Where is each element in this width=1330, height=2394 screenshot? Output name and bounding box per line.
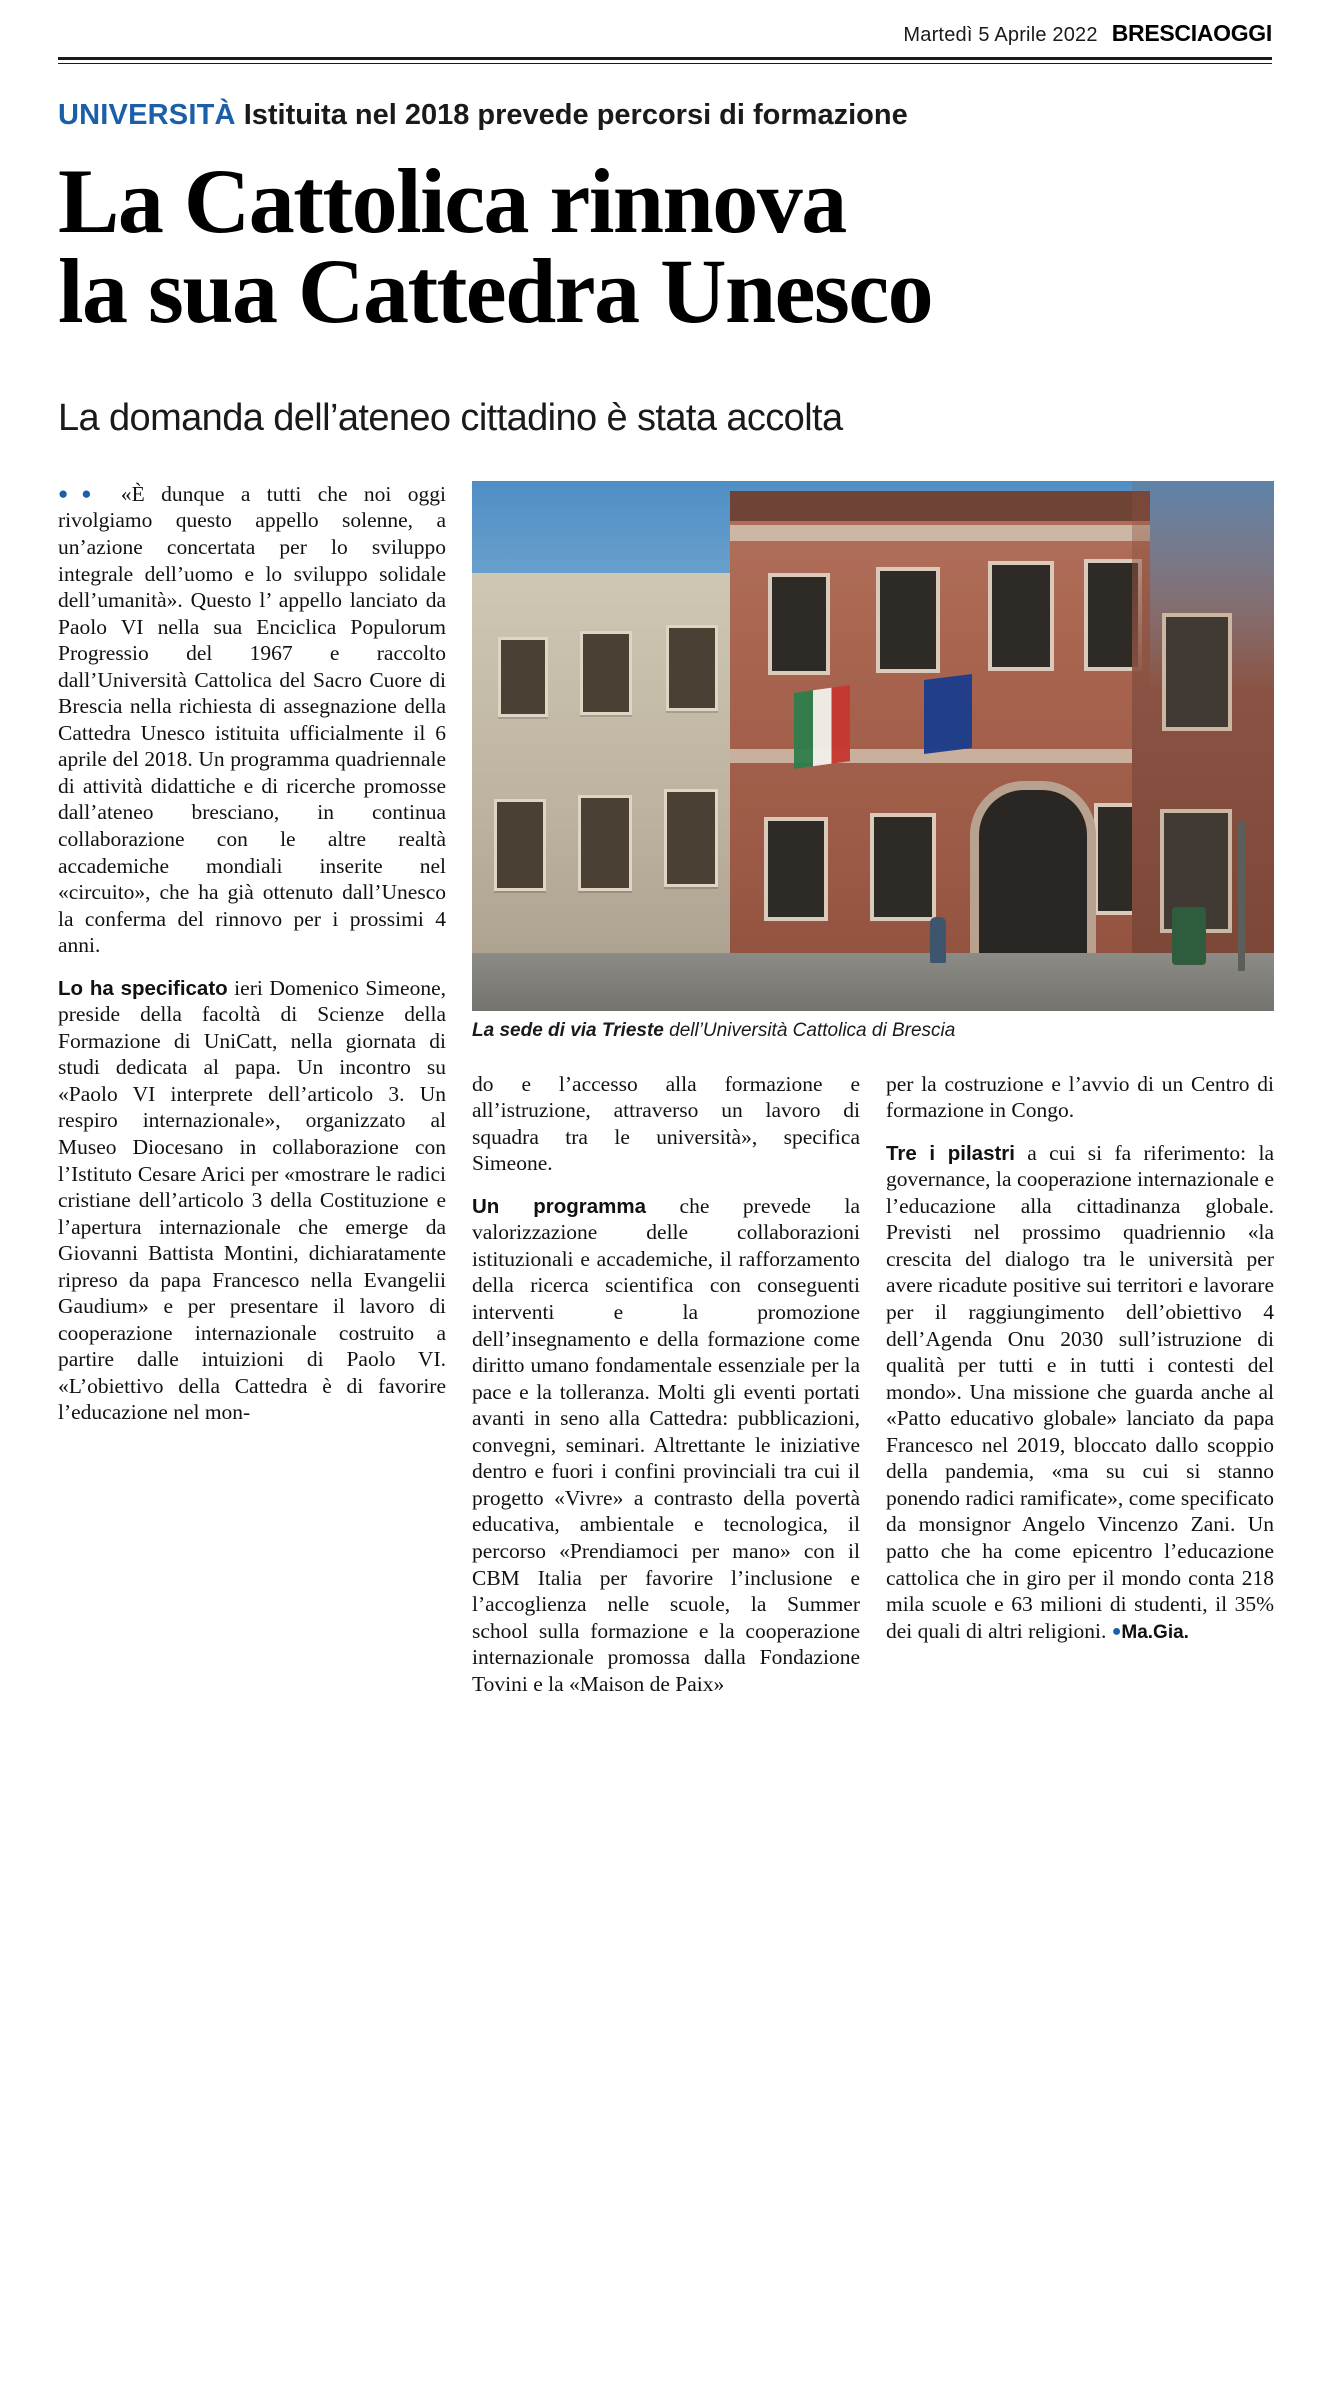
photo-waste-bin <box>1172 907 1206 965</box>
article-body <box>58 481 1272 1697</box>
caption-text: dell’Università Cattolica di Brescia <box>663 1019 956 1041</box>
paragraph: per la costruzione e l’avvio di un Centro di formazione in Congo. <box>886 1071 1274 1123</box>
lower-columns <box>472 1071 1274 1698</box>
byline: Ma.Gia. <box>1121 1621 1189 1643</box>
subhead: La domanda dell’ateneo cittadino è stata accolta <box>58 396 843 439</box>
paragraph <box>472 1193 860 1697</box>
kicker <box>58 100 1272 132</box>
divider-thin <box>58 63 1272 64</box>
photo-window <box>876 567 940 673</box>
headline-line-2: la sua Cattedra Unesco <box>58 240 933 343</box>
photo-facade-top <box>730 491 1150 521</box>
paragraph-lead: Tre i pilastri <box>886 1141 1015 1165</box>
kicker-text: Istituita nel 2018 prevede percorsi di formazione <box>243 99 908 131</box>
photo-italian-flag <box>794 685 850 769</box>
paragraph-text: che prevede la valorizzazione delle collaborazioni istituzionali e accademiche, il rafforzamento della ricerca scientifica con conseguenti interventi e la promozione dell’insegnamento e della formazione come diritto umano fondamentale essenziale per la pace e la tolleranza. Molti gli eventi portati avanti in seno alla Cattedra: pubblicazioni, convegni, seminari. Altrettante le iniziative dentro e fuori i confini provinciali tra cui il progetto «Vivre» a contrasto della povertà educativa, ambientale e tecnologica, il percorso «Prendiamoci per mano» con il CBM Italia per favorire l’inclusione e l’accoglienza nelle scuole, la Summer school sulla formazione e la cooperazione internazionale promossa dalla Fondazione Tovini e la «Maison de Paix» <box>472 1193 861 1696</box>
column-3 <box>886 1071 1274 1698</box>
photo-eu-flag <box>924 674 972 754</box>
photo-window <box>1162 613 1232 731</box>
column-1 <box>58 481 446 1426</box>
paragraph-text: ieri Domenico Simeone, preside della facoltà di Scienze della Formazione di UniCatt, nella giornata di studi dedicata al papa. Un incontro su «Paolo VI interprete dell’articolo 3. Un respiro internazionale», organizzato al Museo Diocesano in collaborazione con l’Istituto Cesare Arici per «mostrare le radici cristiane dell’articolo 3 della Costituzione e l’apertura internazionale che emerge da Giovanni Battista Montini, dichiaratamente ripreso da papa Francesco nella Evangelii Gaudium» e per presentare il lavoro di cooperazione internazionale costruito a partire dalle intuizioni di Paolo VI. «L’obiettivo della Cattedra è di favorire l’educazione nel mon- <box>58 975 446 1425</box>
article-photo <box>472 481 1274 1011</box>
lead-bullets-icon: ●● <box>58 483 105 503</box>
masthead-brand: BRESCIAOGGI <box>1111 20 1272 46</box>
masthead <box>58 0 1272 53</box>
caption-lead: La sede di via Trieste <box>472 1019 664 1041</box>
photo-caption <box>472 1020 1274 1043</box>
headline-line-1: La Cattolica rinnova <box>58 149 846 252</box>
column-2 <box>472 1071 860 1698</box>
paragraph-lead: Lo ha specificato <box>58 976 228 1000</box>
kicker-category: UNIVERSITÀ <box>58 99 236 131</box>
photo-window <box>764 817 828 921</box>
paragraph-text: «È dunque a tutti che noi oggi rivolgiamo questo appello solenne, a un’azione concertata per lo sviluppo integrale dell’uomo e lo sviluppo solidale dell’umanità». Questo l’ appello lanciato da Paolo VI nella sua Enciclica Populorum Progressio del 1967 e raccolto dall’Università Cattolica del Sacro Cuore di Brescia nella richiesta di assegnazione della Cattedra Unesco istituita ufficialmente il 6 aprile del 2018. Un programma quadriennale di attività didattiche e di ricerche promosse dall’ateneo bresciano, in continua collaborazione con le altre realtà accademiche mondiali inserite nel «circuito», che ha già ottenuto dall’Unesco la conferma del rinnovo per i prossimi 4 anni. <box>58 481 446 958</box>
headline <box>58 149 1272 343</box>
photo-window <box>768 573 830 675</box>
paragraph <box>886 1140 1274 1644</box>
photo-left-building <box>472 573 772 1011</box>
paragraph-text: a cui si fa riferimento: la governance, la cooperazione internazionale e l’educazione alla cittadinanza globale. Previsti nel prossimo quadriennio «la crescita del dialogo tra le università per avere ricadute positive sui territori e lavorare per il raggiungimento dell’obiettivo 4 dell’Agenda Onu 2030 sull’istruzione di qualità per tutti e in tutti i contesti del mondo». Una missione che guarda anche al «Patto educativo globale» lanciato da papa Francesco nel 2019, bloccato dallo scoppio della pandemia, «ma su cui si stanno ponendo radici ramificate», come specificato da monsignor Angelo Vincenzo Zani. Un patto che ha come epicentro l’educazione cattolica che in giro per il mondo conta 218 mila scuole e 63 milioni di studenti, il 35% dei quali di altri religioni. <box>886 1140 1274 1643</box>
masthead-date: Martedì 5 Aprile 2022 <box>903 24 1098 46</box>
photo-cornice <box>730 525 1150 541</box>
photo-and-columns <box>472 481 1274 1697</box>
top-columns <box>58 481 1272 1697</box>
photo-window <box>988 561 1054 671</box>
paragraph <box>58 975 446 1426</box>
divider-thick <box>58 57 1272 60</box>
photo-street <box>472 953 1274 1011</box>
paragraph <box>58 481 446 959</box>
photo-pole <box>1238 821 1245 971</box>
photo-block <box>472 481 1274 1043</box>
photo-window <box>870 813 936 921</box>
paragraph-lead: Un programma <box>472 1194 646 1218</box>
photo-pedestrian <box>930 917 946 963</box>
byline-bullet-icon: ● <box>1111 1622 1122 1640</box>
paragraph: do e l’accesso alla formazione e all’istruzione, attraverso un lavoro di squadra tra le università», specifica Simeone. <box>472 1071 860 1176</box>
